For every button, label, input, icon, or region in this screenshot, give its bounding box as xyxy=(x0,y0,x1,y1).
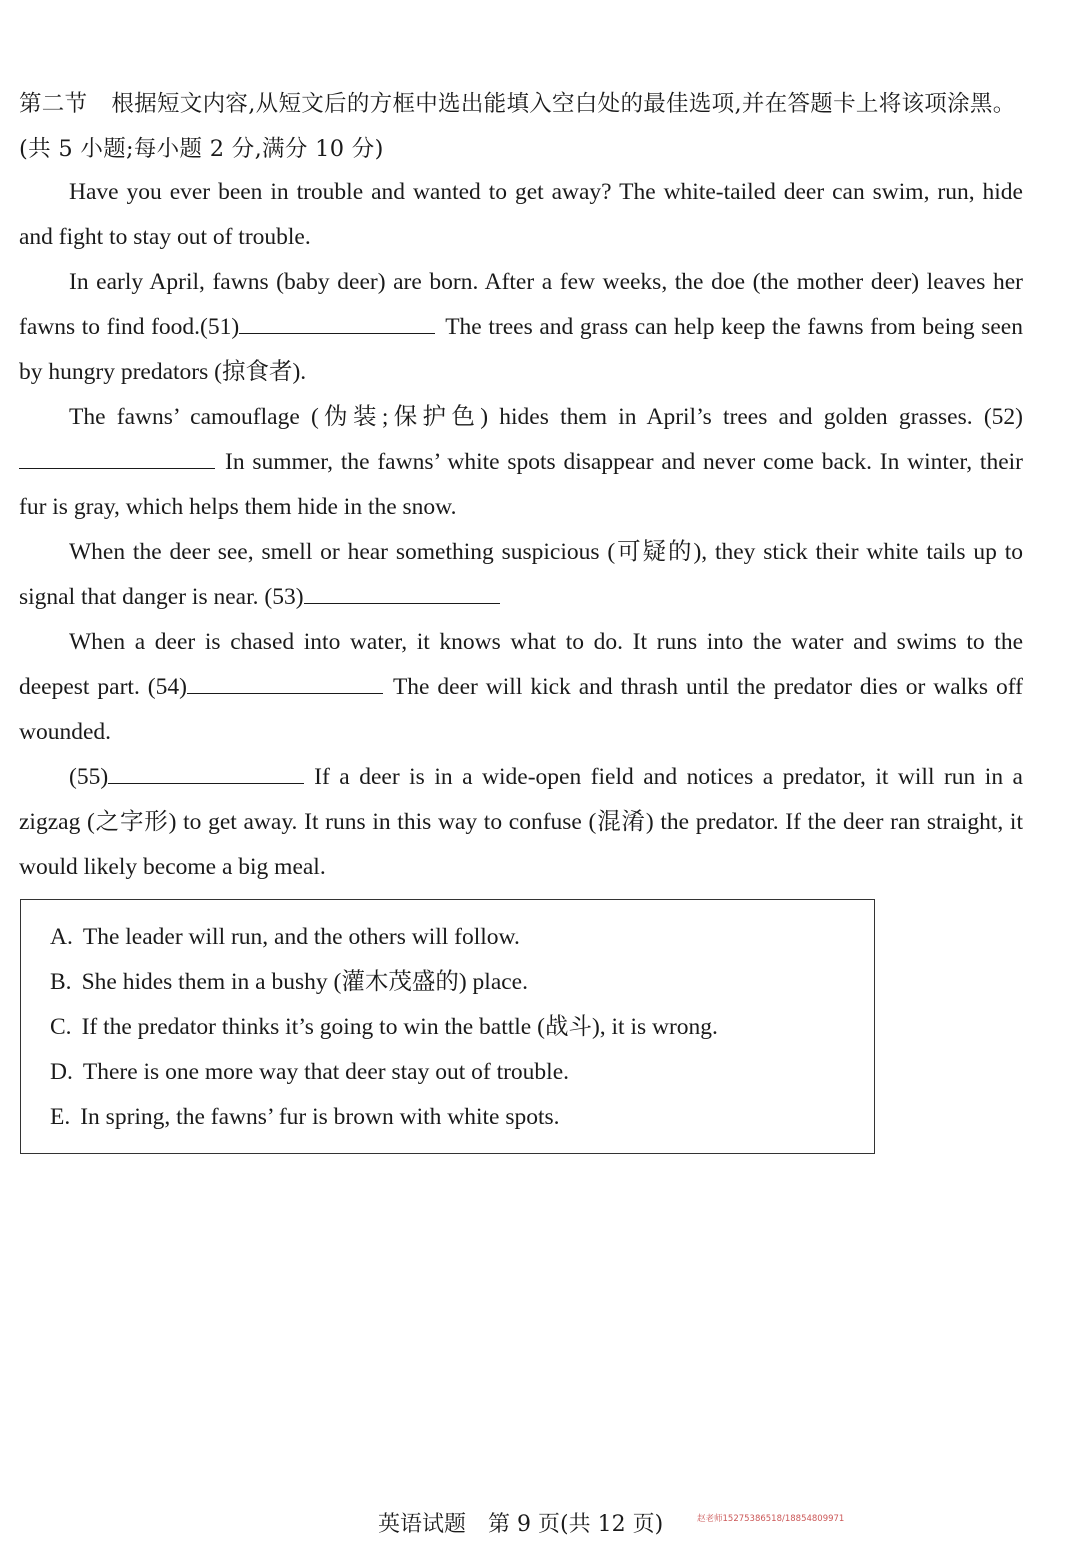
option-a xyxy=(50,915,874,960)
paragraph-2 xyxy=(19,260,1023,395)
option-text: There is one more way that deer stay out of trouble. xyxy=(82,1059,570,1085)
options-box xyxy=(20,899,875,1154)
paragraph-4 xyxy=(19,530,1023,620)
paragraph-4-text: When the deer see, smell or hear something suspicious (可疑的), they stick their white tails up to signal that danger is near. xyxy=(19,539,1023,610)
option-e xyxy=(50,1095,874,1140)
contact-watermark: 赵老师15275386518/18854809971 xyxy=(697,1514,845,1524)
question-55-number: (55) xyxy=(69,764,109,790)
page-footer xyxy=(378,1510,663,1540)
footer-subject: 英语试题 xyxy=(378,1512,467,1537)
option-text: If the predator thinks it’s going to win the battle (战斗), it is wrong. xyxy=(81,1014,718,1040)
paragraph-3-text-b: In summer, the fawns’ white spots disappear and never come back. In winter, their fur is gray, which helps them hide in the snow. xyxy=(19,449,1023,520)
paragraph-5-text-b: The deer will kick and thrash until the predator dies or walks off wounded. xyxy=(19,674,1023,745)
question-53-number: (53) xyxy=(264,584,304,610)
option-text: The leader will run, and the others will follow. xyxy=(82,924,520,950)
option-text: In spring, the fawns’ fur is brown with white spots. xyxy=(80,1104,560,1130)
paragraph-2-text-b: The trees and grass can help keep the fawns from being seen by hungry predators (掠食者). xyxy=(19,314,1023,385)
answer-blank-53[interactable] xyxy=(304,581,500,604)
paragraph-5-text-a: When a deer is chased into water, it knows what to do. It runs into the water and swims to the deepest part. xyxy=(19,629,1023,700)
option-text: She hides them in a bushy (灌木茂盛的) place. xyxy=(81,969,528,995)
option-letter: E. xyxy=(50,1104,71,1130)
option-letter: A. xyxy=(50,924,73,950)
option-c xyxy=(50,1005,874,1050)
option-d xyxy=(50,1050,874,1095)
paragraph-2-text-a: In early April, fawns (baby deer) are born. After a few weeks, the doe (the mother deer) leaves her fawns to find food. xyxy=(19,269,1023,340)
paragraph-3-text-a: The fawns’ camouflage (伪装;保护色) hides them in April’s trees and golden grasses. xyxy=(69,404,973,430)
question-54-number: (54) xyxy=(147,674,187,700)
paragraph-1-text: Have you ever been in trouble and wanted to get away? The white-tailed deer can swim, run, hide and fight to stay out of trouble. xyxy=(19,179,1023,250)
option-letter: D. xyxy=(50,1059,73,1085)
option-letter: C. xyxy=(50,1014,72,1040)
reading-passage xyxy=(19,170,1023,890)
answer-blank-51[interactable] xyxy=(239,311,435,334)
answer-blank-55[interactable] xyxy=(108,761,304,784)
answer-blank-52[interactable] xyxy=(19,446,215,469)
option-letter: B. xyxy=(50,969,72,995)
paragraph-1 xyxy=(19,170,1023,260)
paragraph-3 xyxy=(19,395,1023,530)
footer-page-number: 第 9 页(共 12 页) xyxy=(488,1512,664,1537)
answer-blank-54[interactable] xyxy=(187,671,383,694)
option-b xyxy=(50,960,874,1005)
question-52-number: (52) xyxy=(983,404,1023,430)
section-instruction-text: 根据短文内容,从短文后的方框中选出能填入空白处的最佳选项,并在答题卡上将该项涂黑。(共 5 小题;每小题 2 分,满分 10 分) xyxy=(19,91,1016,162)
section-label: 第二节 xyxy=(19,91,88,117)
question-51-number: (51) xyxy=(200,314,240,340)
paragraph-5 xyxy=(19,620,1023,755)
paragraph-6 xyxy=(19,755,1023,890)
paragraph-6-text: If a deer is in a wide-open field and notices a predator, it will run in a zigzag (之字形) to get away. It runs in this way to confuse (混淆) the predator. If the deer ran straight, it would likely become a big meal. xyxy=(19,764,1023,880)
section-instruction xyxy=(19,82,1029,172)
